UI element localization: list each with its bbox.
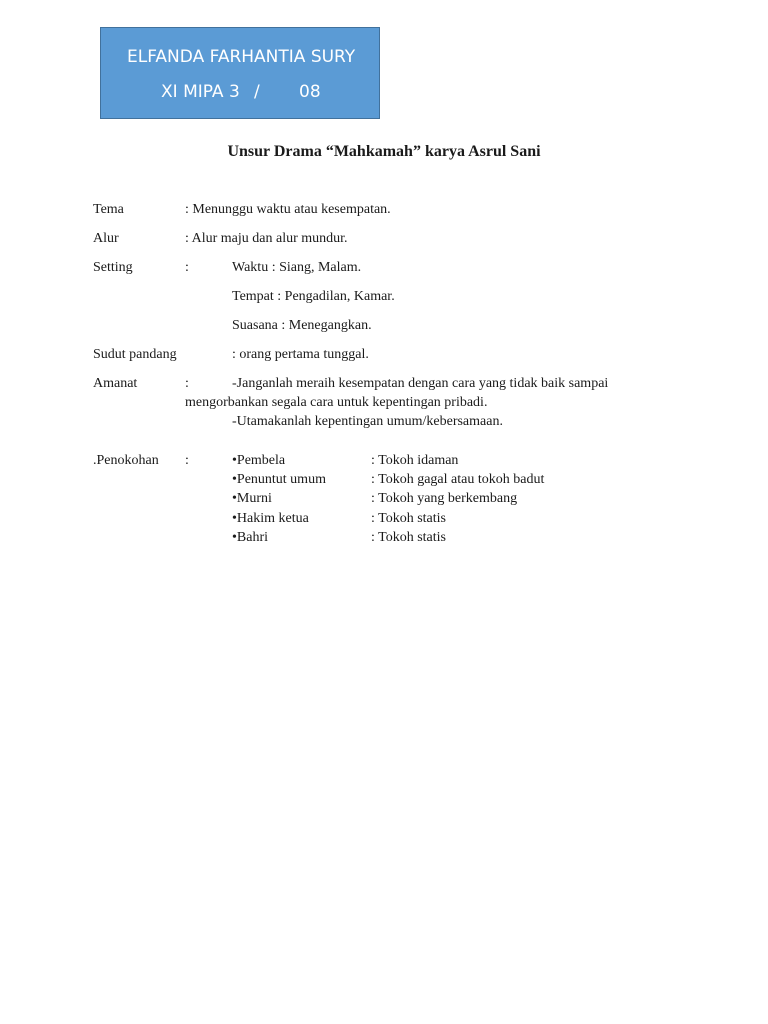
page-title: Unsur Drama “Mahkamah” karya Asrul Sani [227, 143, 541, 160]
setting-waktu: Waktu : Siang, Malam. [232, 260, 362, 275]
alur-value: : Alur maju dan alur mundur. [185, 231, 348, 246]
student-name: ELFANDA FARHANTIA SURY [127, 47, 356, 67]
amanat-label: Amanat [93, 376, 138, 391]
character-name: •Penuntut umum [232, 472, 326, 487]
student-number: 08 [299, 82, 321, 102]
setting-colon: : [185, 260, 189, 275]
amanat-line-2: mengorbankan segala cara untuk kepentingan pribadi. [185, 395, 488, 410]
penokohan-label: .Penokohan [93, 453, 159, 468]
student-class: XI MIPA 3 [161, 82, 240, 102]
amanat-line-1: -Janganlah meraih kesempatan dengan cara yang tidak baik sampai [232, 376, 609, 391]
character-name: •Hakim ketua [232, 511, 309, 526]
alur-label: Alur [93, 231, 119, 246]
character-name: •Pembela [232, 453, 286, 468]
sudut-pandang-label: Sudut pandang [93, 347, 177, 362]
character-name: •Murni [232, 491, 272, 506]
tema-value: : Menunggu waktu atau kesempatan. [185, 202, 391, 217]
character-role: : Tokoh statis [371, 530, 446, 545]
header-separator: / [254, 82, 260, 102]
penokohan-colon: : [185, 453, 189, 468]
character-name: •Bahri [232, 530, 269, 545]
amanat-line-3: -Utamakanlah kepentingan umum/kebersamaan. [232, 414, 503, 429]
amanat-colon: : [185, 376, 189, 391]
setting-label: Setting [93, 260, 133, 275]
setting-suasana: Suasana : Menegangkan. [232, 318, 372, 333]
character-role: : Tokoh gagal atau tokoh badut [371, 472, 545, 487]
character-role: : Tokoh statis [371, 511, 446, 526]
tema-label: Tema [93, 202, 124, 217]
student-name-box [100, 27, 380, 119]
character-role: : Tokoh yang berkembang [371, 491, 518, 506]
sudut-pandang-value: : orang pertama tunggal. [232, 347, 369, 362]
character-role: : Tokoh idaman [371, 453, 459, 468]
setting-tempat: Tempat : Pengadilan, Kamar. [232, 289, 395, 304]
